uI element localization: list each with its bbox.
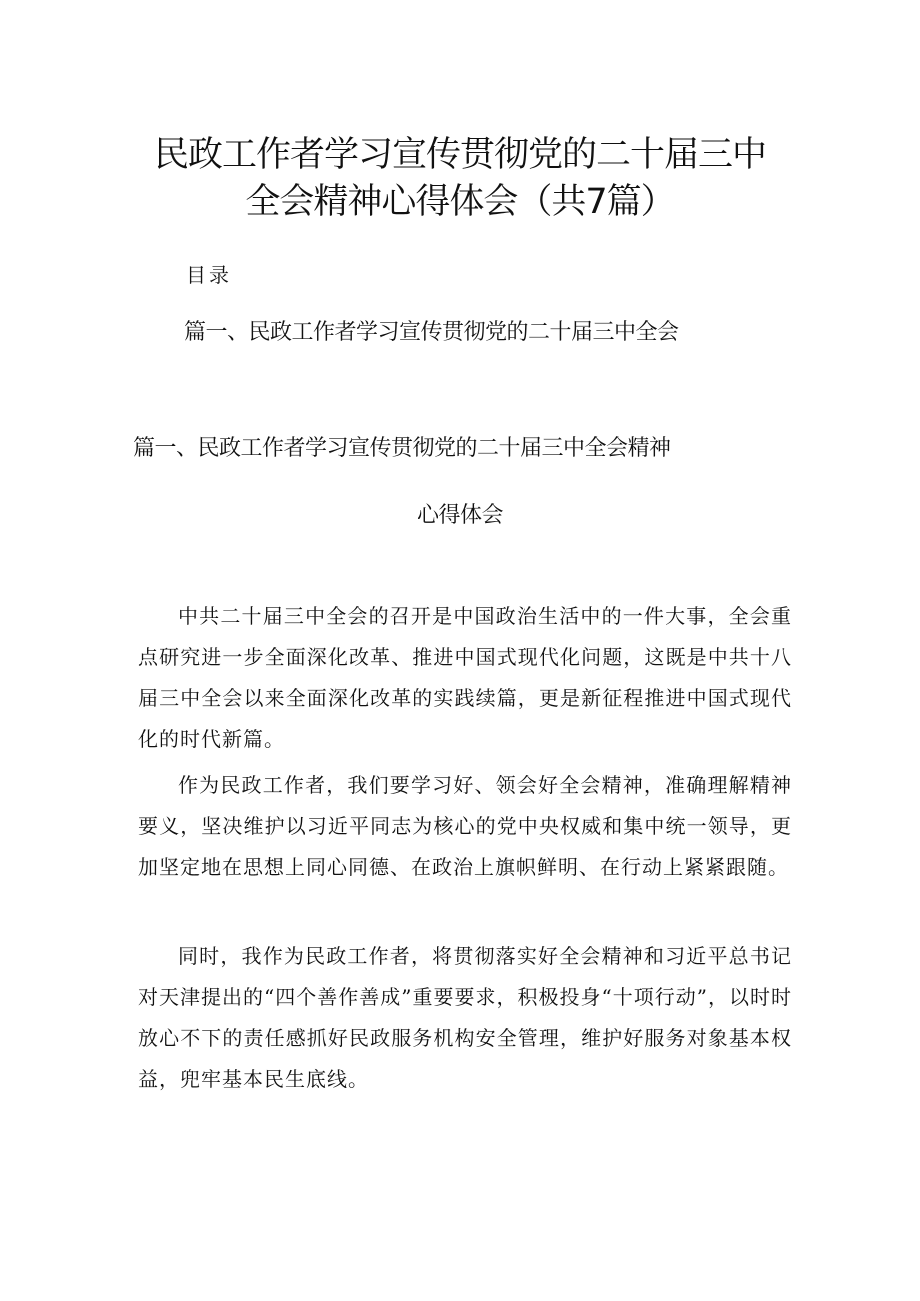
paragraph-3: 同时，我作为民政工作者，将贯彻落实好全会精神和习近平总书记对天津提出的“四个善作善成”重要要求，积极投身“十项行动”，以时时放心不下的责任感抓好民政服务机构安全管理，维护好服务对象基本权益，兜牢基本民生底线。	[138, 944, 792, 1091]
paragraph-2: 作为民政工作者，我们要学习好、领会好全会精神，准确理解精神要义，坚决维护以习近平同志为核心的党中央权威和集中统一领导，更加坚定地在思想上同心同德、在政治上旗帜鲜明、在行动上紧紧跟随。	[138, 773, 792, 879]
document-title-line-1: 民政工作者学习宣传贯彻党的二十届三中	[153, 135, 766, 175]
paragraph-1: 中共二十届三中全会的召开是中国政治生活中的一件大事，全会重点研究进一步全面深化改革、推进中国式现代化问题，这既是中共十八届三中全会以来全面深化改革的实践续篇，更是新征程推进中国式现代化的时代新篇。	[138, 604, 792, 751]
article-title-line-2: 心得体会	[416, 503, 503, 528]
document-title-line-2: 全会精神心得体会（共7篇）	[245, 182, 675, 222]
toc-item-1[interactable]: 篇一、民政工作者学习宣传贯彻党的二十届三中全会	[184, 320, 679, 345]
article-title-line-1: 篇一、民政工作者学习宣传贯彻党的二十届三中全会精神	[133, 436, 671, 461]
toc-label: 目录	[186, 263, 232, 287]
